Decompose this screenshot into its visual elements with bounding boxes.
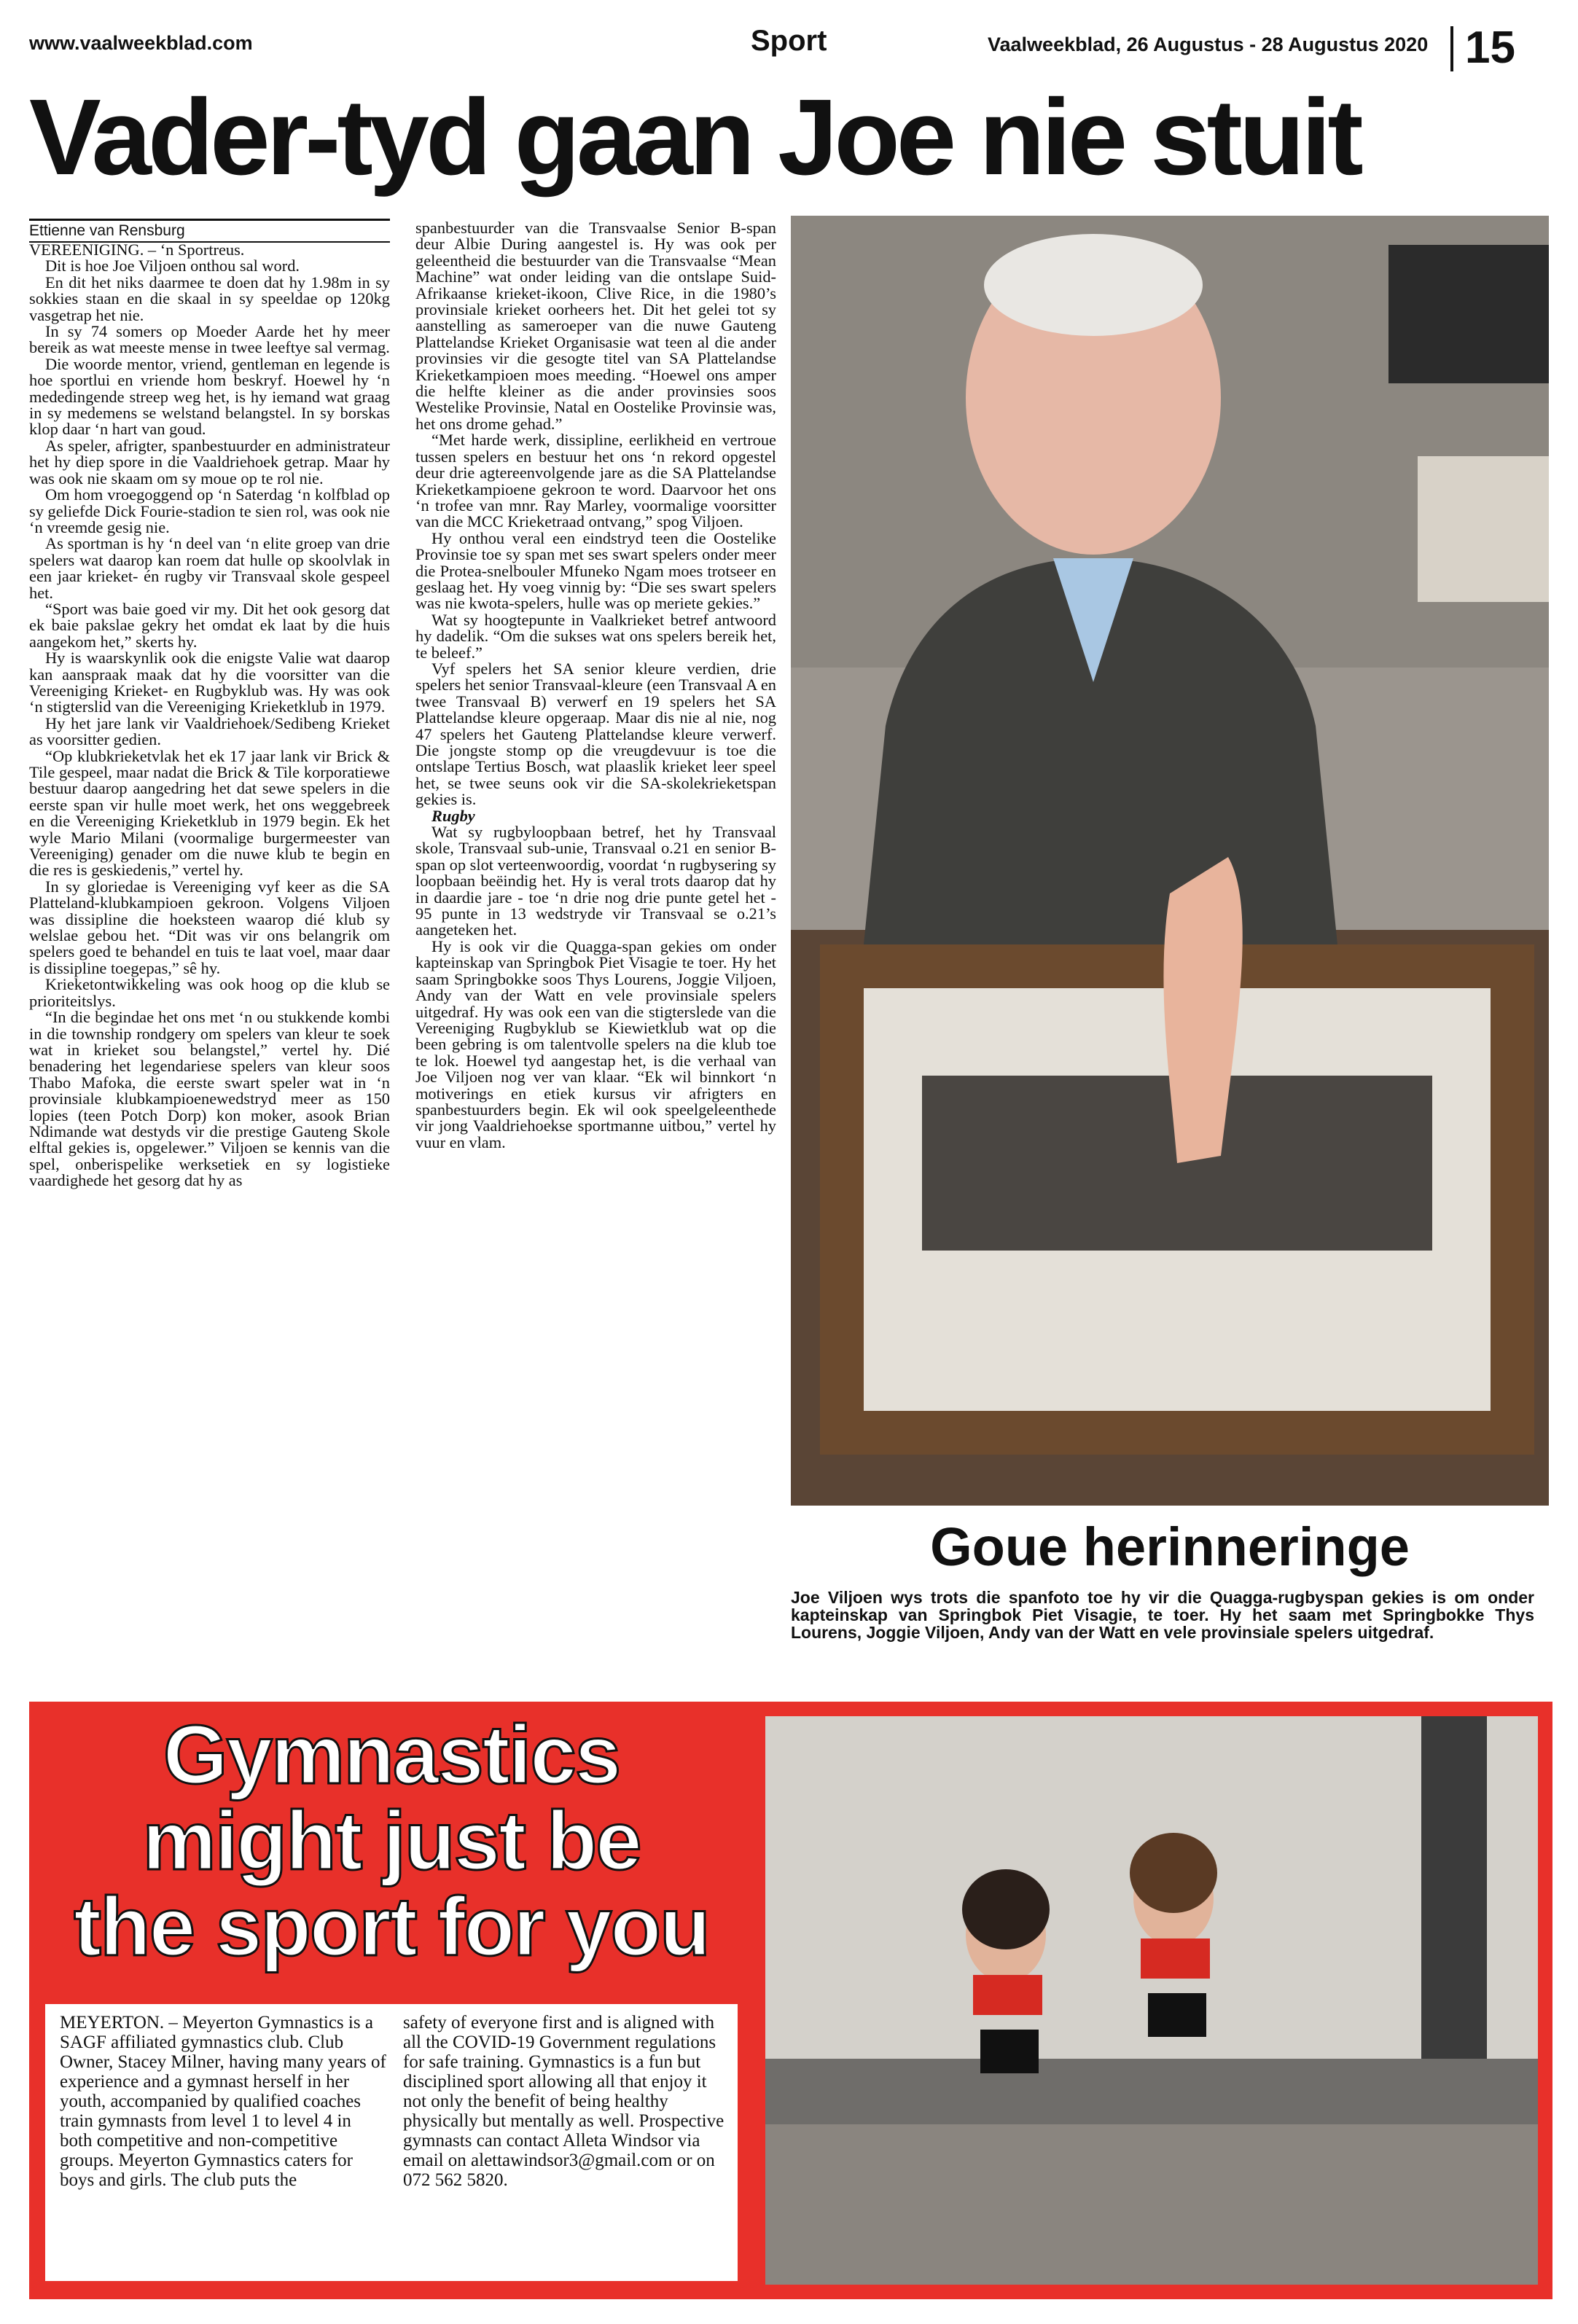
paragraph: In sy gloriedae is Vereeniging vyf keer as die SA Platteland-klubkampioen gekroon. Volgens Viljoen was dissipline die hoeksteen waarop dié klub sy welslae gebou het. “Dit was vir ons belangrik om spelers goed te behandel en tuis te laat voel, maar daar is dissipline toegepas,” sê hy.: [29, 877, 390, 977]
section-label: Sport: [751, 25, 827, 57]
paragraph: Hy is ook vir die Quagga-span gekies om onder kapteinskap van Springbok Piet Visagie te toer. Hy het saam Springbokke soos Thys Lourens, Joggie Viljoen, Andy van der Watt en vele provinsiale spelers uitgedraf. Hy was ook een van die stigterslede van die Vereeniging Rugbyklub se Kiewietklub wat op die been gebring is om talentvolle spelers na die klub toe te lok. Hoewel tyd aangestap het, is die verhaal van Joe Viljoen nog ver van klaar. “Ek wil binnkort ‘n motiverings en etiek kursus vir afrigters en spanbestuurders begin. Ek wil ook speelgeleenthede vir jong Vaaldriehoekse sportmanne uitbou,” vertel hy vuur en vlam.: [415, 936, 776, 1151]
paragraph: Die woorde mentor, vriend, gentleman en legende is hoe sportlui en vriende hom beskryf. Hoewel hy ‘n mededingende streep weg het, is hy iemand wat graag in sy medemens se welstand belangstel. In sy borskas klop daar ‘n hart van goud.: [29, 354, 390, 439]
photo-caption: Joe Viljoen wys trots die spanfoto toe hy vir die Quagga-rugbyspan gekies is om onder kapteinskap van Springbok Piet Visagie, te toer. Hy het saam met Springbokke Thys Lourens, Joggie Viljoen, Andy van der Watt en vele provinsiale spelers uitgedraf.: [791, 1588, 1534, 1642]
paragraph: Hy het jare lank vir Vaaldriehoek/Sedibeng Krieket as voorsitter gedien.: [29, 713, 390, 749]
paragraph: Krieketontwikkeling was ook hoog op die klub se prioriteitslys.: [29, 975, 390, 1010]
article-column-1: [29, 242, 390, 1692]
paragraph: As speler, afrigter, spanbestuurder en administrateur het hy diep spore in die Vaaldriehoek getrap. Maar hy was ook nie skaam om sy moue op te rol nie.: [29, 436, 390, 488]
site-url[interactable]: www.vaalweekblad.com: [29, 32, 253, 54]
photo-illustration: [791, 216, 1549, 1506]
issue-date: Vaalweekblad, 26 Augustus - 28 Augustus 2020: [988, 34, 1429, 55]
paragraph: En dit het niks daarmee te doen dat hy 1.98m in sy sokkies staan en die skaal in sy speeldae op 120kg vasgetrap het nie.: [29, 273, 390, 324]
paragraph: “Op klubkrieketvlak het ek 17 jaar lank vir Brick & Tile gespeel, maar nadat die Brick & Tile korporatiewe bestuur daarop aangedring het dat sewe spelers in die eerste span vir hulle moet werk, het ons weggebreek en die Vereeniging Krieketklub in 1979 begin. Ek het wyle Mario Milani (voormalige burgermeester van Vereeniging) genader om die nuwe klub te begin en die res is geskiedenis,” vertel hy.: [29, 746, 390, 880]
paragraph: “Sport was baie goed vir my. Dit het ook gesorg dat ek baie pakslae gekry het omdat ek laat by die huis aangekom het,” skerts hy.: [29, 599, 390, 651]
page-number: 15: [1465, 23, 1515, 73]
paragraph: “In die begindae het ons met ‘n ou stukkende kombi in die township rondgery om spelers van kleur te soek wat in krieket sou belangstel,” vertel hy. Dié benadering het legendariese spelers van kleur soos Thabo Mafoka, die eerste swart speler wat in ‘n provinsiale klubkampioenewedstryd meer as 150 lopies (teen Potch Dorp) kon moker, asook Brian Ndimande wat destyds vir die prestige Gauteng Skole elftal gekies is, opgelewer.” Viljoen se kennis van die spel, onberispelike werksetiek en sy logistieke vaardighede het gesorg dat hy as: [29, 1008, 390, 1190]
gymnastics-headline: [45, 1709, 738, 1973]
headline-line: might just be: [142, 1795, 641, 1887]
byline: Ettienne van Rensburg: [29, 219, 390, 243]
paragraph: Dit is hoe Joe Viljoen onthou sal word.: [45, 257, 300, 275]
paragraph: Vyf spelers het SA senior kleure verdien, drie spelers het senior Transvaal-kleure (een Transvaal A en twee Transvaal B) verwerf en 19 spelers het SA Plattelandse kleure opgeraap. Maar dis nie al nie, nog 47 spelers het Gauteng Plattelandse kleure verwerf. Die jongste stomp op die vreugdevuur is toe die ontslape Tertius Bosch, wat plaaslik krieket leer speel het, se twee seuns ook vir die SA-skolekrieketspan gekies is.: [415, 659, 776, 809]
subheading-rugby: Rugby: [431, 806, 475, 825]
paragraph: Om hom vroegoggend op ‘n Saterdag ‘n kolfblad op sy geliefde Dick Fourie-stadion te sien rol, was ook nie ‘n vreemde gesig nie.: [29, 485, 390, 536]
photo-illustration: [765, 1716, 1538, 2285]
paragraph: In sy 74 somers op Moeder Aarde het hy meer bereik as wat meeste mense in twee leeftye sal vermag.: [29, 322, 390, 357]
paragraph: Hy onthou veral een eindstryd teen die Oostelike Provinsie toe sy span met ses swart spelers onder meer die Protea-snelbouler Mfuneko Ngam moes trotseer en geslaag het. Hy voeg vinnig by: “Die ses swart spelers was nie kwota-spelers, hulle was op meriete gekies.”: [415, 528, 776, 613]
paragraph: Wat sy rugbyloopbaan betref, het hy Transvaal skole, Transvaal sub-unie, Transvaal o.21 en senior B-span op slot verteenwoordig, voordat ‘n rugbysering sy loopbaan beëindig het. Hy is veral trots daarop dat hy in daardie jare - toe ‘n drie nog drie punte getel het - 95 punte in 13 wedstryde vir Transvaal se o.21’s aangeteken het.: [415, 823, 776, 939]
paragraph: As sportman is hy ‘n deel van ‘n elite groep van drie spelers wat daarop kan roem dat hulle op skoolvlak in een jaar krieket- én rugby vir Transvaal skole gespeel het.: [29, 534, 390, 602]
headline-line: the sport for you: [74, 1881, 709, 1973]
joe-viljoen-photo: [791, 216, 1549, 1506]
paragraph: “Met harde werk, dissipline, eerlikheid en vertroue tussen spelers en bestuur het ons ‘n rekord opgestel deur drie agtereenvolgende jare as die SA Plattelandse Krieketkampioene gekroon te word. Daarvoor het ons ‘n trofee van mnr. Ray Marley, voormalige voorsitter van die MCC Krieketraad ontvang,” spog Viljoen.: [415, 431, 776, 531]
paragraph: Hy is waarskynlik ook die enigste Valie wat daarop kan aanspraak maak dat hy die voorsitter van die Vereeniging Krieket- en Rugbyklub was. Hy was ook ‘n stigterslid van die Vereeniging Krieketklub in 1979.: [29, 649, 390, 716]
paragraph: VEREENIGING. – ‘n Sportreus.: [29, 242, 245, 259]
paragraph: spanbestuurder van die Transvaalse Senior B-span deur Albie During aangestel is. Hy was ook per geleentheid die bestuurder van die Transvaalse “Mean Machine” wat onder leiding van die ontslape Suid-Afrikaanse krieket-ikoon, Clive Rice, in die 1980’s provinsiale krieket oorheers het. Dit het gelei tot sy aanstelling as sameroeper van die nuwe Gauteng Plattelandse Krieket Organisasie wat teen al die ander provinsies vir die gesogte titel van SA Plattelandse Krieketkampioen moes meeding. “Hoewel ons amper die helfte kleiner as die ander provinsies soos Westelike Provinsie, Natal en Oostelike Provinsie was, het ons drome gehad.”: [415, 220, 776, 433]
gymnasts-photo: [765, 1716, 1538, 2285]
paragraph: Wat sy hoogtepunte in Vaalkrieket betref antwoord hy dadelik. “Om die sukses wat ons spelers bereik het, te beleef.”: [415, 610, 776, 662]
photo-title: Goue herinneringe: [930, 1517, 1410, 1577]
gymnastics-column-1: MEYERTON. – Meyerton Gymnastics is a SAGF affiliated gymnastics club. Club Owner, Stacey Milner, having many years of experience and a gymnast herself in her youth, accompanied by qualified coaches train gymnasts from level 1 to level 4 in both competitive and non-competitive groups. Meyerton Gymnastics caters for boys and girls. The club puts the: [60, 2013, 386, 2190]
headline-line: Gymnastics: [163, 1709, 620, 1801]
article-headline: Vader-tyd gaan Joe nie stuit: [29, 77, 1360, 197]
header-divider: [1450, 26, 1453, 71]
article-column-2: [415, 220, 776, 1692]
gymnastics-column-2: safety of everyone first and is aligned with all the COVID-19 Government regulations for safe training. Gymnastics is a fun but disciplined sport allowing all that enjoy it not only the benefit of being healthy physically but mentally as well. Prospective gymnasts can contact Alleta Windsor via email on alettawindsor3@gmail.com or on 072 562 5820.: [403, 2013, 724, 2190]
